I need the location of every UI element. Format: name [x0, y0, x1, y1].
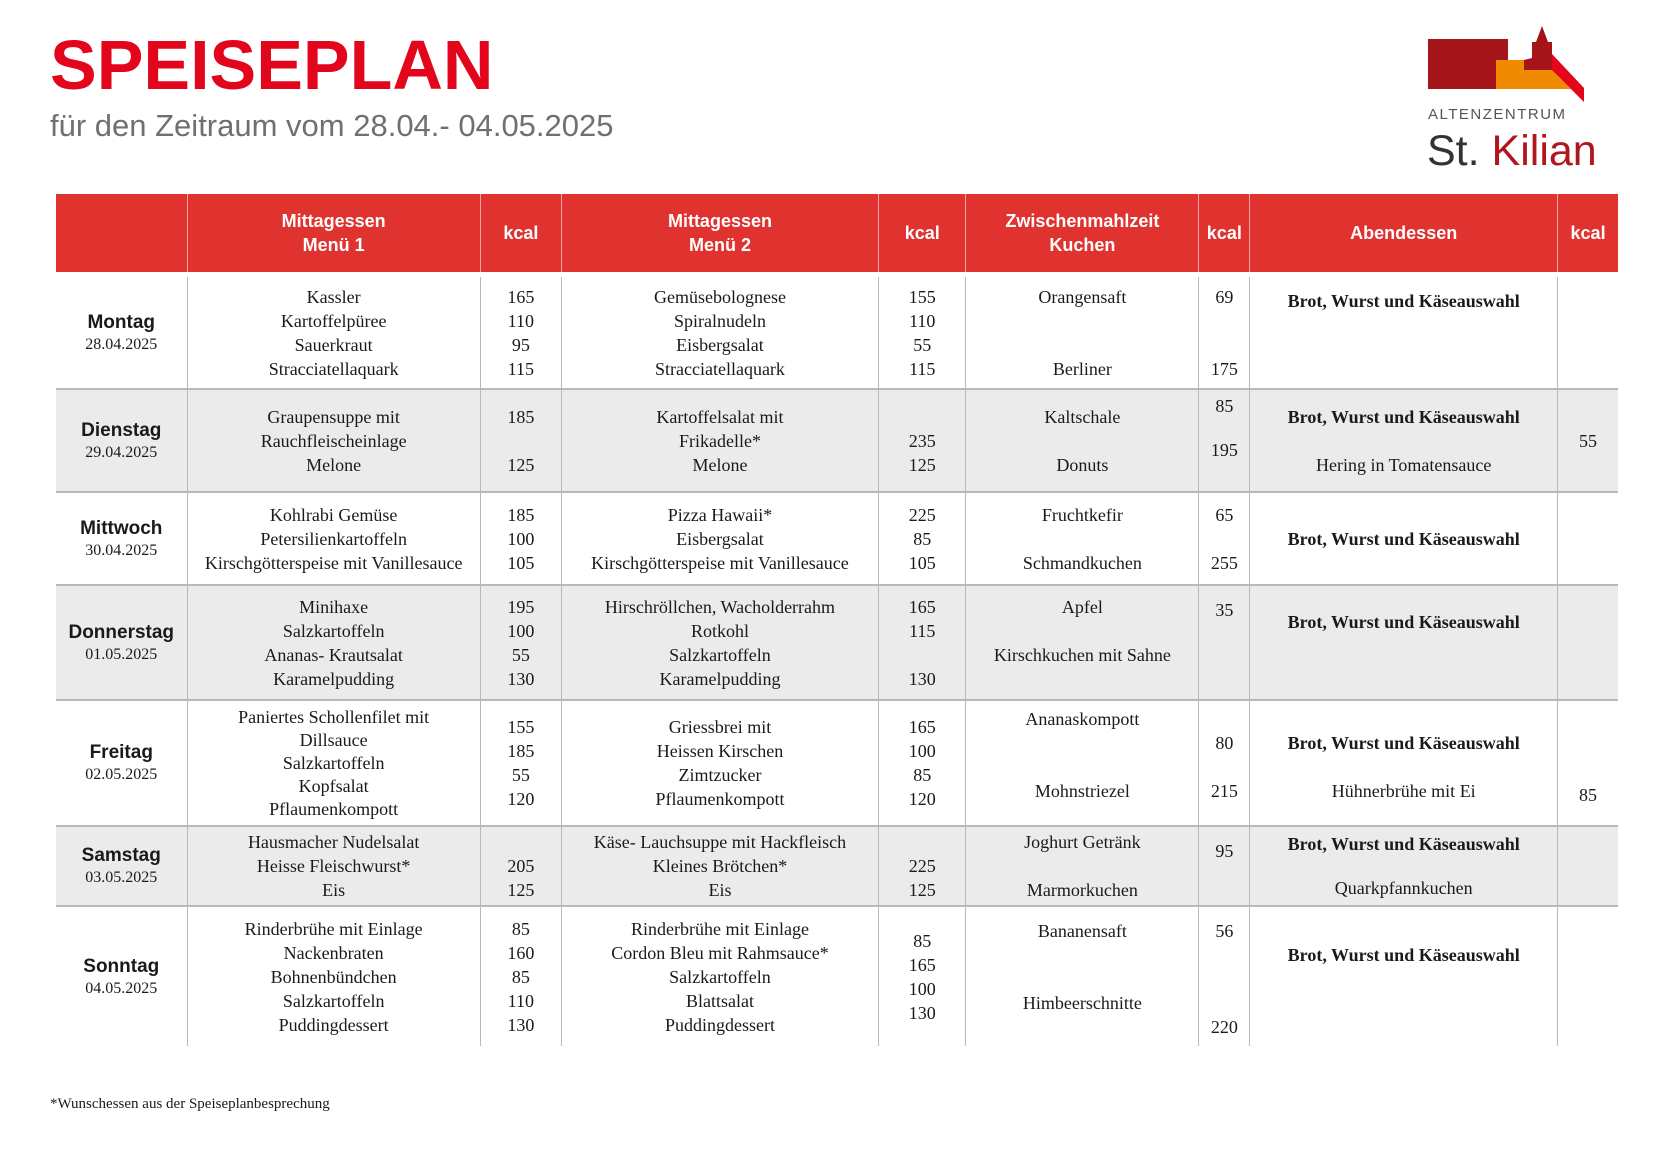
snack-cell: Apfel Kirschkuchen mit Sahne	[966, 585, 1199, 700]
dinner-cell: Brot, Wurst und Käseauswahl Hering in Tomatensauce	[1250, 389, 1558, 492]
kcal2-cell: 165 100 85 120	[879, 700, 966, 826]
kcal3-cell: 65 255	[1199, 492, 1250, 585]
kcal4-cell	[1558, 585, 1618, 700]
snack-cell: Orangensaft Berliner	[966, 277, 1199, 389]
footnote: *Wunschessen aus der Speiseplanbesprechung	[50, 1096, 330, 1112]
menu2-cell: Hirschröllchen, Wacholderrahm Rotkohl Salzkartoffeln Karamelpudding	[561, 585, 878, 700]
kcal3-cell: 85 195	[1199, 389, 1250, 492]
kcal1-cell: 185 100 105	[480, 492, 561, 585]
menu1-cell: Hausmacher Nudelsalat Heisse Fleischwurst* Eis	[187, 826, 480, 906]
kcal1-cell: 165 110 95 115	[480, 277, 561, 389]
dinner-cell: Brot, Wurst und Käseauswahl	[1250, 492, 1558, 585]
header-kcal1: kcal	[480, 194, 561, 272]
kcal1-cell: 155 185 55 120	[480, 700, 561, 826]
kcal2-cell: 235 125	[879, 389, 966, 492]
menu2-cell: Kartoffelsalat mit Frikadelle* Melone	[561, 389, 878, 492]
kcal4-cell	[1558, 906, 1618, 1046]
table-row	[56, 700, 1618, 826]
menu1-cell: Kohlrabi Gemüse Petersilienkartoffeln Kirschgötterspeise mit Vanillesauce	[187, 492, 480, 585]
kcal4-cell	[1558, 277, 1618, 389]
snack-cell: Fruchtkefir Schmandkuchen	[966, 492, 1199, 585]
kcal3-cell: 80 215	[1199, 700, 1250, 826]
table-row	[56, 906, 1618, 1046]
kcal3-cell: 35	[1199, 585, 1250, 700]
header-menu1: Mittagessen Menü 1	[187, 194, 480, 272]
day-cell: Montag 28.04.2025	[56, 277, 187, 389]
header-day	[56, 194, 187, 272]
kcal2-cell: 165 115 130	[879, 585, 966, 700]
menu2-cell: Pizza Hawaii* Eisbergsalat Kirschgötterspeise mit Vanillesauce	[561, 492, 878, 585]
kcal4-cell	[1558, 492, 1618, 585]
menu2-cell: Griessbrei mit Heissen Kirschen Zimtzucker Pflaumenkompott	[561, 700, 878, 826]
kcal1-cell: 195 100 55 130	[480, 585, 561, 700]
day-cell: Dienstag 29.04.2025	[56, 389, 187, 492]
dinner-cell: Brot, Wurst und Käseauswahl Quarkpfannkuchen	[1250, 826, 1558, 906]
table-header-row	[56, 194, 1618, 272]
dinner-cell: Brot, Wurst und Käseauswahl	[1250, 906, 1558, 1046]
header-kcal4: kcal	[1558, 194, 1618, 272]
logo-name	[1427, 127, 1597, 175]
header-kcal3: kcal	[1199, 194, 1250, 272]
kcal4-cell: 85	[1558, 700, 1618, 826]
page-title: SPEISEPLAN	[50, 26, 494, 104]
header-menu2: Mittagessen Menü 2	[561, 194, 878, 272]
menu1-cell: Graupensuppe mit Rauchfleischeinlage Melone	[187, 389, 480, 492]
dinner-cell: Brot, Wurst und Käseauswahl	[1250, 585, 1558, 700]
kcal2-cell: 225 85 105	[879, 492, 966, 585]
kcal3-cell: 69 175	[1199, 277, 1250, 389]
day-cell: Mittwoch 30.04.2025	[56, 492, 187, 585]
logo-name-part1: St.	[1427, 127, 1480, 175]
menu-table	[56, 194, 1618, 1046]
kcal1-cell: 85 160 85 110 130	[480, 906, 561, 1046]
snack-cell: Ananaskompott Mohnstriezel	[966, 700, 1199, 826]
kcal1-cell: 205 125	[480, 826, 561, 906]
kcal2-cell: 225 125	[879, 826, 966, 906]
day-cell: Sonntag 04.05.2025	[83, 955, 160, 997]
table-row	[56, 277, 1618, 389]
kcal4-cell: 55	[1558, 389, 1618, 492]
header-snack: Zwischenmahlzeit Kuchen	[966, 194, 1199, 272]
logo-name-part2: Kilian	[1491, 127, 1597, 175]
logo-subtitle: ALTENZENTRUM	[1428, 106, 1567, 123]
page-subtitle: für den Zeitraum vom 28.04.- 04.05.2025	[50, 108, 614, 143]
dinner-cell: Brot, Wurst und Käseauswahl	[1250, 277, 1558, 389]
day-cell: Donnerstag 01.05.2025	[56, 585, 187, 700]
menu1-cell: Minihaxe Salzkartoffeln Ananas- Krautsalat Karamelpudding	[187, 585, 480, 700]
table-row	[56, 492, 1618, 585]
kcal1-cell: 185 125	[480, 389, 561, 492]
kcal2-cell: 85 165 100 130	[879, 906, 966, 1046]
menu2-cell: Gemüsebolognese Spiralnudeln Eisbergsalat Stracciatellaquark	[561, 277, 878, 389]
header-dinner: Abendessen	[1250, 194, 1558, 272]
snack-cell: Bananensaft Himbeerschnitte	[966, 906, 1199, 1046]
day-cell: Samstag 03.05.2025	[56, 826, 187, 906]
snack-cell: Joghurt Getränk Marmorkuchen	[966, 826, 1199, 906]
kcal4-cell	[1558, 826, 1618, 906]
table-row	[56, 826, 1618, 906]
menu1-cell: Rinderbrühe mit Einlage Nackenbraten Bohnenbündchen Salzkartoffeln Puddingdessert	[187, 906, 480, 1046]
menu2-cell: Käse- Lauchsuppe mit Hackfleisch Kleines Brötchen* Eis	[561, 826, 878, 906]
dinner-cell: Brot, Wurst und Käseauswahl Hühnerbrühe mit Ei	[1250, 700, 1558, 826]
menu1-cell: Paniertes Schollenfilet mit Dillsauce Salzkartoffeln Kopfsalat Pflaumenkompott	[187, 700, 480, 826]
kcal3-cell: 56 220	[1199, 906, 1250, 1046]
kcal3-cell: 95	[1199, 826, 1250, 906]
menu2-cell: Rinderbrühe mit Einlage Cordon Bleu mit Rahmsauce* Salzkartoffeln Blattsalat Puddingdessert	[561, 906, 878, 1046]
header-kcal2: kcal	[879, 194, 966, 272]
snack-cell: Kaltschale Donuts	[966, 389, 1199, 492]
kcal2-cell: 155 110 55 115	[879, 277, 966, 389]
day-cell: Freitag 02.05.2025	[56, 700, 187, 826]
menu1-cell: Kassler Kartoffelpüree Sauerkraut Stracciatellaquark	[187, 277, 480, 389]
table-row	[56, 585, 1618, 700]
table-row	[56, 389, 1618, 492]
